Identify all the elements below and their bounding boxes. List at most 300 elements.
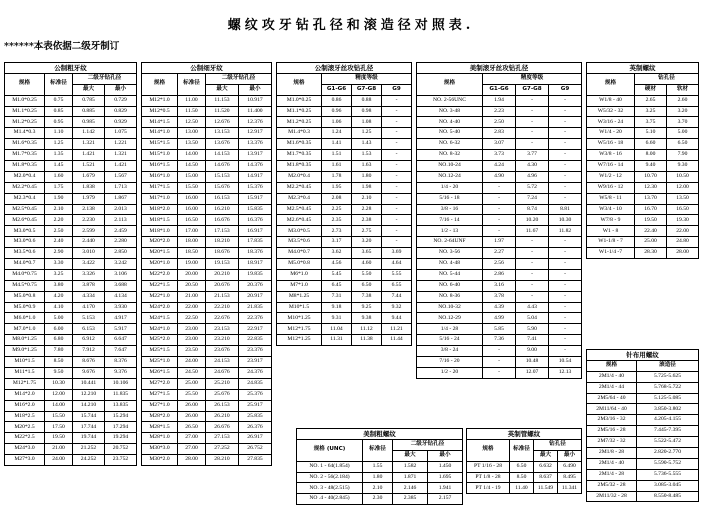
table-row — [142, 193, 272, 204]
row-spec-cell: M8.0*1.25 — [5, 335, 45, 346]
row-value-cell: - — [516, 117, 549, 128]
row-value-cell: 5.72 — [516, 182, 549, 193]
table-row — [142, 400, 272, 411]
row-value-cell: 24.00 — [178, 357, 206, 368]
row-value-cell: 11.835 — [105, 389, 137, 400]
row-value-cell: 8.50 — [45, 357, 73, 368]
row-value-cell: 2.850 — [105, 248, 137, 259]
row-value-cell: 20.210 — [206, 269, 239, 280]
row-value-cell: - — [382, 106, 412, 117]
row-value-cell: 3.930 — [105, 302, 137, 313]
row-value-cell: 3.65 — [352, 248, 382, 259]
table-row — [587, 469, 699, 480]
row-value-cell: 7.80 — [45, 346, 73, 357]
row-value-cell: 19.50 — [635, 215, 667, 226]
row-value-cell: 25.676 — [206, 389, 239, 400]
row-value-cell: 6.153 — [73, 324, 105, 335]
row-value-cell: 6.912 — [73, 335, 105, 346]
table-row — [417, 150, 582, 161]
row-value-cell: 14.917 — [239, 171, 272, 182]
row-value-cell: 5.04 — [516, 313, 549, 324]
row-value-cell: 9.44 — [382, 313, 412, 324]
col-header-spec: 规格 — [467, 439, 510, 461]
row-spec-cell: M5.0*0.8 — [277, 259, 322, 270]
row-value-cell: 16.917 — [239, 226, 272, 237]
row-value-cell: 2.23 — [483, 106, 516, 117]
row-value-cell: 25.210 — [206, 378, 239, 389]
table-row — [277, 128, 412, 139]
row-spec-cell: M1.8*0.35 — [277, 161, 322, 172]
row-value-cell: 13.153 — [206, 128, 239, 139]
page-subtitle: ******本表依据二级牙制订 — [4, 41, 120, 52]
row-value-cell: 24.153 — [206, 357, 239, 368]
row-value-cell: 5.768-5.722 — [637, 382, 699, 393]
row-value-cell: - — [483, 357, 516, 368]
row-spec-cell: M20*1.0 — [142, 259, 178, 270]
row-spec-cell: M7.0*1.0 — [5, 324, 45, 335]
row-value-cell: - — [549, 95, 582, 106]
row-spec-cell: M2.5*0.45 — [5, 204, 45, 215]
row-value-cell: 22.00 — [178, 302, 206, 313]
row-value-cell: 14.50 — [178, 161, 206, 172]
row-value-cell: 1.43 — [352, 139, 382, 150]
row-value-cell: 2.83 — [483, 128, 516, 139]
row-value-cell: 20.917 — [239, 291, 272, 302]
row-value-cell: 6.50 — [510, 461, 534, 472]
row-value-cell: 11.82 — [549, 226, 582, 237]
table-row — [297, 472, 463, 483]
table-row — [417, 117, 582, 128]
row-spec-cell: M20*2.0 — [142, 237, 178, 248]
row-value-cell: 17.50 — [45, 422, 73, 433]
row-value-cell: 16.210 — [206, 204, 239, 215]
row-spec-cell: M1.6*0.35 — [5, 139, 45, 150]
table-row — [587, 237, 699, 248]
row-spec-cell: M27*3.0 — [5, 455, 45, 466]
row-spec-cell: M2.6*0.45 — [277, 215, 322, 226]
row-value-cell: 16.50 — [667, 204, 699, 215]
row-value-cell: 5.50 — [352, 269, 382, 280]
row-value-cell: 8.376 — [105, 357, 137, 368]
row-spec-cell: M30*2.0 — [142, 455, 178, 466]
row-spec-cell: M14*2.0 — [5, 389, 45, 400]
row-value-cell: 26.752 — [239, 444, 272, 455]
col-header-max: 最大 — [73, 84, 105, 95]
british-table — [586, 62, 699, 259]
row-value-cell: 1.713 — [105, 182, 137, 193]
table-row — [5, 400, 137, 411]
row-value-cell: 1.94 — [483, 95, 516, 106]
table-row — [5, 335, 137, 346]
row-value-cell: 2.013 — [105, 204, 137, 215]
row-value-cell: 22.40 — [635, 226, 667, 237]
row-value-cell: 2.35 — [322, 215, 352, 226]
row-value-cell: 2.10 — [45, 204, 73, 215]
col-header-g1: G1-G6 — [483, 84, 516, 95]
row-spec-cell: 1/4 - 20 — [417, 182, 483, 193]
row-value-cell: 15.50 — [45, 411, 73, 422]
row-spec-cell: M24*3.0 — [5, 444, 45, 455]
row-value-cell: 2.157 — [428, 494, 463, 505]
row-spec-cell: M20*2.5 — [5, 422, 45, 433]
row-value-cell: 26.676 — [206, 422, 239, 433]
row-spec-cell: W1 - 8 — [587, 226, 635, 237]
row-spec-cell: M14*1.0 — [142, 128, 178, 139]
table-row — [5, 237, 137, 248]
table-row — [5, 433, 137, 444]
row-value-cell: 18.676 — [206, 248, 239, 259]
row-value-cell: 8.81 — [549, 204, 582, 215]
row-spec-cell: PT 1/8 - 28 — [467, 472, 510, 483]
row-value-cell: - — [549, 139, 582, 150]
page-title: 螺纹攻牙钻孔径和滚造径对照表. — [227, 18, 475, 33]
row-value-cell: 21.252 — [73, 444, 105, 455]
table-row — [587, 193, 699, 204]
row-value-cell: 25.376 — [239, 389, 272, 400]
table-row — [587, 458, 699, 469]
row-spec-cell: 2M1/4 - 44 — [587, 382, 637, 393]
table-row — [5, 226, 137, 237]
table-row — [142, 280, 272, 291]
row-spec-cell: M1.1*0.25 — [5, 106, 45, 117]
row-value-cell: 23.00 — [178, 335, 206, 346]
col-header-min: 最小 — [428, 450, 463, 461]
row-value-cell: 13.70 — [635, 193, 667, 204]
table-row — [417, 237, 582, 248]
row-value-cell: 1.61 — [322, 161, 352, 172]
row-spec-cell: M4.0*0.7 — [5, 259, 45, 270]
row-value-cell: - — [382, 95, 412, 106]
row-spec-cell: M18*1.0 — [142, 226, 178, 237]
row-value-cell: 0.885 — [73, 106, 105, 117]
row-spec-cell: 2M11/64 - 40 — [587, 404, 637, 415]
table-row — [587, 248, 699, 259]
table-row — [277, 291, 412, 302]
us-coarse-table — [296, 428, 463, 505]
row-value-cell: 12.07 — [516, 367, 549, 378]
row-value-cell: 6.647 — [105, 335, 137, 346]
row-spec-cell: M18*2.0 — [142, 204, 178, 215]
table-row — [5, 389, 137, 400]
row-value-cell: 2.40 — [45, 237, 73, 248]
row-spec-cell: NO.10-24 — [417, 161, 483, 172]
row-value-cell: 18.376 — [239, 248, 272, 259]
row-value-cell: 3.106 — [105, 269, 137, 280]
row-value-cell: 16.376 — [239, 215, 272, 226]
row-value-cell: - — [549, 106, 582, 117]
row-value-cell: 27.00 — [178, 444, 206, 455]
row-value-cell: 2.30 — [363, 494, 393, 505]
table-title: 公制滚牙丝攻钻孔径 — [277, 63, 412, 74]
row-spec-cell: NO. 2 - 56(2.184) — [297, 472, 363, 483]
row-spec-cell: NO.12-24 — [417, 171, 483, 182]
row-value-cell: 11.04 — [322, 324, 352, 335]
col-header-group: 二级牙钻孔径 — [393, 439, 463, 450]
row-value-cell: 1.90 — [45, 193, 73, 204]
table-row — [5, 269, 137, 280]
row-value-cell: - — [549, 117, 582, 128]
row-value-cell: - — [549, 259, 582, 270]
table-row — [142, 150, 272, 161]
row-value-cell: 26.153 — [206, 400, 239, 411]
row-value-cell: 5.125-5.085 — [637, 393, 699, 404]
row-value-cell: 13.50 — [178, 139, 206, 150]
row-value-cell: 4.56 — [322, 259, 352, 270]
row-value-cell: 23.50 — [178, 346, 206, 357]
table-row — [5, 106, 137, 117]
row-value-cell: 8.00 — [635, 150, 667, 161]
row-spec-cell: 2M3/16 - 32 — [587, 415, 637, 426]
row-value-cell: 2.60 — [667, 95, 699, 106]
table-row — [5, 204, 137, 215]
row-value-cell: 10.30 — [45, 378, 73, 389]
table-row — [417, 302, 582, 313]
table-row — [142, 389, 272, 400]
row-spec-cell: M1.8*0.35 — [5, 161, 45, 172]
table-row — [5, 444, 137, 455]
col-header-spec: 规格 — [277, 73, 322, 95]
row-spec-cell: M24*1.5 — [142, 313, 178, 324]
row-value-cell: 2.10 — [352, 193, 382, 204]
row-spec-cell: NO. 3-56 — [417, 248, 483, 259]
table-row — [587, 491, 699, 502]
row-spec-cell: M1.4*0.3 — [5, 128, 45, 139]
row-spec-cell: M12*1.75 — [5, 378, 45, 389]
row-value-cell: 10.48 — [516, 357, 549, 368]
row-value-cell: 4.205-4.155 — [637, 415, 699, 426]
row-value-cell: 3.688 — [105, 280, 137, 291]
row-spec-cell: 7/16 - 14 — [417, 215, 483, 226]
row-value-cell: 9.376 — [105, 367, 137, 378]
row-value-cell: 6.45 — [322, 280, 352, 291]
row-value-cell: - — [549, 150, 582, 161]
table-row — [587, 139, 699, 150]
row-value-cell: 15.153 — [206, 171, 239, 182]
row-spec-cell: 2M1/8 - 28 — [587, 448, 637, 459]
table-row — [142, 357, 272, 368]
row-spec-cell: W1-1/8 - 7 — [587, 237, 635, 248]
row-value-cell: 28.00 — [667, 248, 699, 259]
table-row — [587, 117, 699, 128]
table-row — [277, 335, 412, 346]
row-value-cell: 15.50 — [178, 182, 206, 193]
row-value-cell: 2.599 — [73, 226, 105, 237]
row-spec-cell: M3.0*0.6 — [5, 237, 45, 248]
row-value-cell: 25.00 — [178, 378, 206, 389]
row-value-cell: 23.676 — [206, 346, 239, 357]
table-row — [142, 302, 272, 313]
row-value-cell: 22.00 — [667, 226, 699, 237]
row-value-cell: 10.441 — [73, 378, 105, 389]
table-row — [142, 291, 272, 302]
col-header-g2: G7-G8 — [352, 84, 382, 95]
row-value-cell: 0.96 — [322, 106, 352, 117]
row-spec-cell: NO. 3-48 — [417, 106, 483, 117]
row-value-cell: 19.744 — [73, 433, 105, 444]
row-value-cell: 17.294 — [105, 422, 137, 433]
row-value-cell: 1.53 — [352, 150, 382, 161]
col-header-g3: G9 — [382, 84, 412, 95]
row-spec-cell: 5/16 - 24 — [417, 335, 483, 346]
row-spec-cell: M30*3.0 — [142, 444, 178, 455]
row-value-cell: 3.75 — [635, 117, 667, 128]
table-row — [5, 357, 137, 368]
row-value-cell: 11.549 — [534, 483, 558, 494]
row-value-cell: 20.00 — [178, 269, 206, 280]
row-value-cell: - — [382, 117, 412, 128]
row-value-cell: 1.25 — [45, 139, 73, 150]
col-header-soft: 软材 — [667, 84, 699, 95]
table-row — [587, 415, 699, 426]
table-row — [5, 259, 137, 270]
row-value-cell: 24.676 — [206, 367, 239, 378]
row-value-cell: 16.00 — [178, 204, 206, 215]
row-spec-cell: M22*2.5 — [5, 433, 45, 444]
row-value-cell: 20.50 — [178, 280, 206, 291]
row-value-cell: 27.252 — [206, 444, 239, 455]
row-value-cell: 1.24 — [322, 128, 352, 139]
row-spec-cell: M1.2*0.25 — [277, 117, 322, 128]
row-value-cell: 14.676 — [206, 161, 239, 172]
table-row — [5, 182, 137, 193]
row-value-cell: 1.80 — [363, 472, 393, 483]
row-spec-cell: M1.4*0.3 — [277, 128, 322, 139]
row-spec-cell: M2.2*0.45 — [5, 182, 45, 193]
row-value-cell: 9.38 — [352, 313, 382, 324]
table-row — [587, 371, 699, 382]
row-value-cell: 12.50 — [178, 117, 206, 128]
row-value-cell: 23.00 — [178, 324, 206, 335]
table-row — [277, 269, 412, 280]
row-spec-cell: M15*1.0 — [142, 150, 178, 161]
row-value-cell: 4.96 — [516, 171, 549, 182]
row-spec-cell: M2.3*0.4 — [5, 193, 45, 204]
row-value-cell: 0.95 — [45, 117, 73, 128]
row-value-cell: 17.744 — [73, 422, 105, 433]
row-value-cell: 16.00 — [178, 193, 206, 204]
table-row — [417, 346, 582, 357]
row-spec-cell: M1.7*0.35 — [5, 150, 45, 161]
row-spec-cell: M2.5*0.45 — [277, 204, 322, 215]
row-value-cell: 17.00 — [178, 226, 206, 237]
col-header-max: 最大 — [206, 84, 239, 95]
row-value-cell: 13.917 — [239, 150, 272, 161]
col-header-min: 最小 — [105, 84, 137, 95]
row-value-cell: 2.280 — [105, 237, 137, 248]
row-value-cell: - — [516, 248, 549, 259]
table-row — [142, 139, 272, 150]
row-spec-cell: M9.0*1.25 — [5, 346, 45, 357]
table-row — [467, 461, 582, 472]
table-row — [277, 324, 412, 335]
row-value-cell: 28.00 — [178, 455, 206, 466]
row-spec-cell: W5/16 - 18 — [587, 139, 635, 150]
col-header-spec: 规格 — [587, 360, 637, 371]
row-value-cell: 1.08 — [352, 117, 382, 128]
row-value-cell: 1.582 — [393, 461, 428, 472]
row-value-cell: 2.20 — [45, 215, 73, 226]
row-value-cell: 1.75 — [45, 182, 73, 193]
table-row — [5, 302, 137, 313]
row-value-cell: - — [549, 269, 582, 280]
table-row — [417, 367, 582, 378]
row-value-cell: 25.50 — [178, 389, 206, 400]
table-row — [417, 324, 582, 335]
table-row — [5, 139, 137, 150]
row-value-cell: 15.835 — [239, 204, 272, 215]
row-value-cell: 3.20 — [352, 237, 382, 248]
row-value-cell: 9.30 — [667, 161, 699, 172]
row-spec-cell: M20*1.5 — [142, 248, 178, 259]
table-row — [587, 382, 699, 393]
table-row — [277, 117, 412, 128]
col-header-g3: G9 — [549, 84, 582, 95]
row-spec-cell: M15*1.5 — [142, 139, 178, 150]
row-spec-cell: M5.0*0.9 — [5, 302, 45, 313]
row-value-cell: 19.294 — [105, 433, 137, 444]
row-spec-cell: M2.0*0.4 — [5, 171, 45, 182]
table-row — [5, 171, 137, 182]
col-header-group: 二级牙钻孔径 — [73, 73, 137, 84]
row-value-cell: 1.95 — [322, 182, 352, 193]
table-row — [297, 461, 463, 472]
row-spec-cell: W1/4 - 20 — [587, 128, 635, 139]
table-row — [587, 128, 699, 139]
row-spec-cell: NO. 5-44 — [417, 269, 483, 280]
row-value-cell: 5.90 — [516, 324, 549, 335]
row-value-cell: 2.50 — [483, 117, 516, 128]
row-value-cell: 26.00 — [178, 400, 206, 411]
row-spec-cell: NO. 8-32 — [417, 150, 483, 161]
table-row — [142, 313, 272, 324]
row-value-cell: 9.50 — [45, 367, 73, 378]
table-title: 针布用螺纹 — [587, 350, 699, 361]
row-value-cell: 19.00 — [178, 259, 206, 270]
row-value-cell: - — [382, 204, 412, 215]
row-value-cell: - — [549, 324, 582, 335]
row-spec-cell: W7/16 - 14 — [587, 161, 635, 172]
col-header-std: 标准径 — [45, 73, 73, 95]
row-spec-cell: M28*1.5 — [142, 422, 178, 433]
row-value-cell: - — [382, 182, 412, 193]
table-row — [417, 313, 582, 324]
row-spec-cell: M12*0.5 — [142, 106, 178, 117]
row-value-cell: 1.421 — [73, 150, 105, 161]
row-value-cell: 4.134 — [105, 291, 137, 302]
row-value-cell: 2.820-2.770 — [637, 448, 699, 459]
row-spec-cell: 7/16 - 20 — [417, 357, 483, 368]
row-value-cell: 20.676 — [206, 280, 239, 291]
row-value-cell: 10.20 — [516, 215, 549, 226]
row-value-cell: 0.929 — [105, 117, 137, 128]
row-value-cell: - — [549, 182, 582, 193]
row-value-cell: 18.210 — [206, 237, 239, 248]
table-row — [5, 346, 137, 357]
row-value-cell: 12.210 — [73, 389, 105, 400]
row-value-cell: 12.676 — [206, 117, 239, 128]
table-row — [417, 335, 582, 346]
row-spec-cell: M2.0*0.4 — [277, 171, 322, 182]
table-row — [417, 106, 582, 117]
row-value-cell: 2.459 — [105, 226, 137, 237]
row-spec-cell: 2M11/32 - 28 — [587, 491, 637, 502]
table-row — [5, 128, 137, 139]
table-row — [417, 259, 582, 270]
row-spec-cell: 3/8 - 24 — [417, 346, 483, 357]
table-row — [5, 150, 137, 161]
row-value-cell: 1.35 — [45, 150, 73, 161]
table-row — [142, 335, 272, 346]
